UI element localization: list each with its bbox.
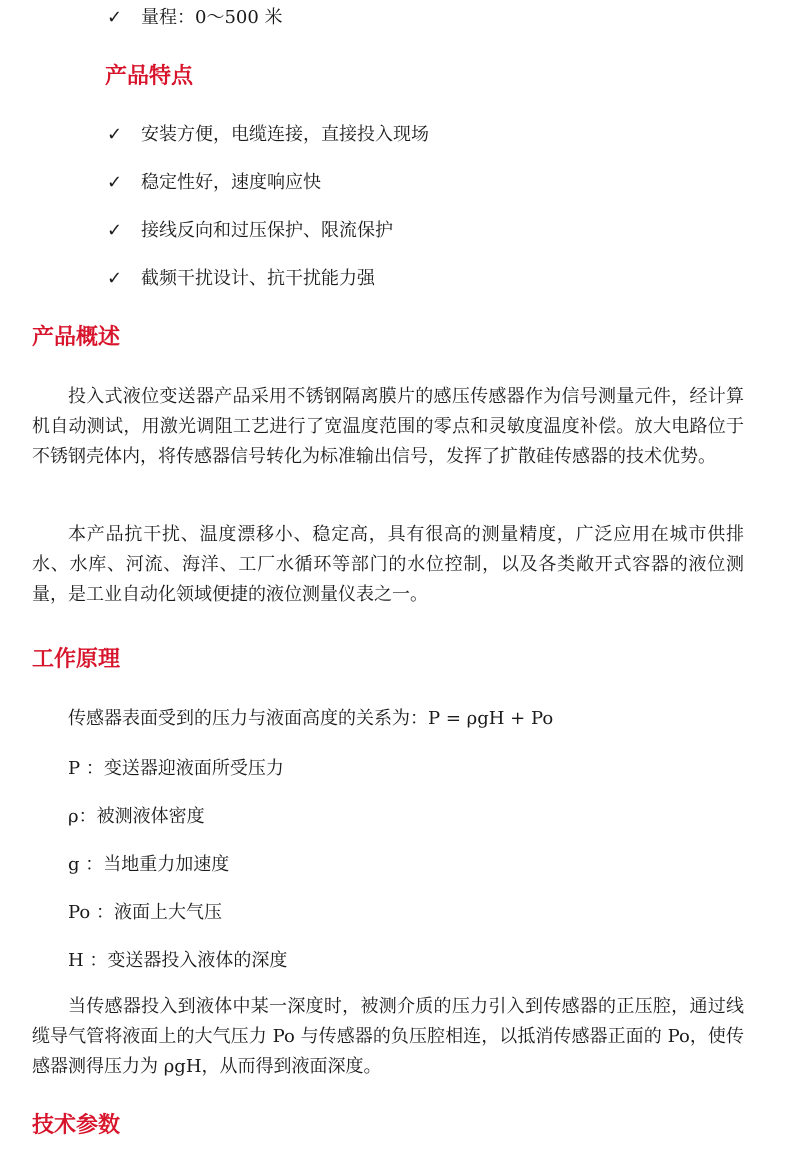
formula-intro: 传感器表面受到的压力与液面高度的关系为：P = ρgH + Po: [68, 708, 554, 729]
feature-text: 接线反向和过压保护、限流保护: [141, 220, 393, 241]
feature-item: [107, 218, 393, 244]
overview-heading: 产品概述: [32, 325, 121, 350]
feature-text: 安装方便，电缆连接，直接投入现场: [141, 124, 429, 145]
overview-paragraph: 本产品抗干扰、温度漂移小、稳定高，具有很高的测量精度，广泛应用在城市供排水、水库、河流、海洋、工厂水循环等部门的水位控制，以及各类敞开式容器的液位测量，是工业自动化领域便捷的液位测量仪表之一。: [32, 524, 744, 605]
overview-paragraph: 投入式液位变送器产品采用不锈钢隔离膜片的感压传感器作为信号测量元件，经计算机自动测试，用激光调阻工艺进行了宽温度范围的零点和灵敏度温度补偿。放大电路位于不锈钢壳体内，将传感器信号转化为标准输出信号，发挥了扩散硅传感器的技术优势。: [32, 386, 744, 467]
checkmark-icon: ✓: [107, 124, 123, 145]
definition-item: H ：变送器投入液体的深度: [68, 950, 288, 971]
features-heading: 产品特点: [105, 64, 194, 89]
definition-item: g ：当地重力加速度: [68, 854, 230, 875]
principle-explanation: 当传感器投入到液体中某一深度时，被测介质的压力引入到传感器的正压腔，通过线缆导气管将液面上的大气压力 Po 与传感器的负压腔相连，以抵消传感器正面的 Po，使传感器测得压力为 ρgH，从而得到液面深度。: [32, 996, 744, 1077]
definition-item: P ：变送器迎液面所受压力: [68, 758, 284, 779]
specs-heading: 技术参数: [32, 1113, 121, 1138]
definition-item: Po ：液面上大气压: [68, 902, 222, 923]
checkmark-icon: ✓: [107, 7, 123, 28]
feature-item: [107, 170, 321, 196]
feature-text: 稳定性好，速度响应快: [141, 172, 321, 193]
checkmark-icon: ✓: [107, 172, 123, 193]
range-text: 量程：0～500 米: [141, 7, 283, 28]
principle-heading: 工作原理: [32, 647, 121, 672]
range-item: [107, 5, 283, 31]
feature-item: [107, 122, 429, 148]
checkmark-icon: ✓: [107, 220, 123, 241]
checkmark-icon: ✓: [107, 268, 123, 289]
definition-item: ρ：被测液体密度: [68, 806, 205, 827]
feature-item: [107, 266, 375, 292]
feature-text: 截频干扰设计、抗干扰能力强: [141, 268, 375, 289]
